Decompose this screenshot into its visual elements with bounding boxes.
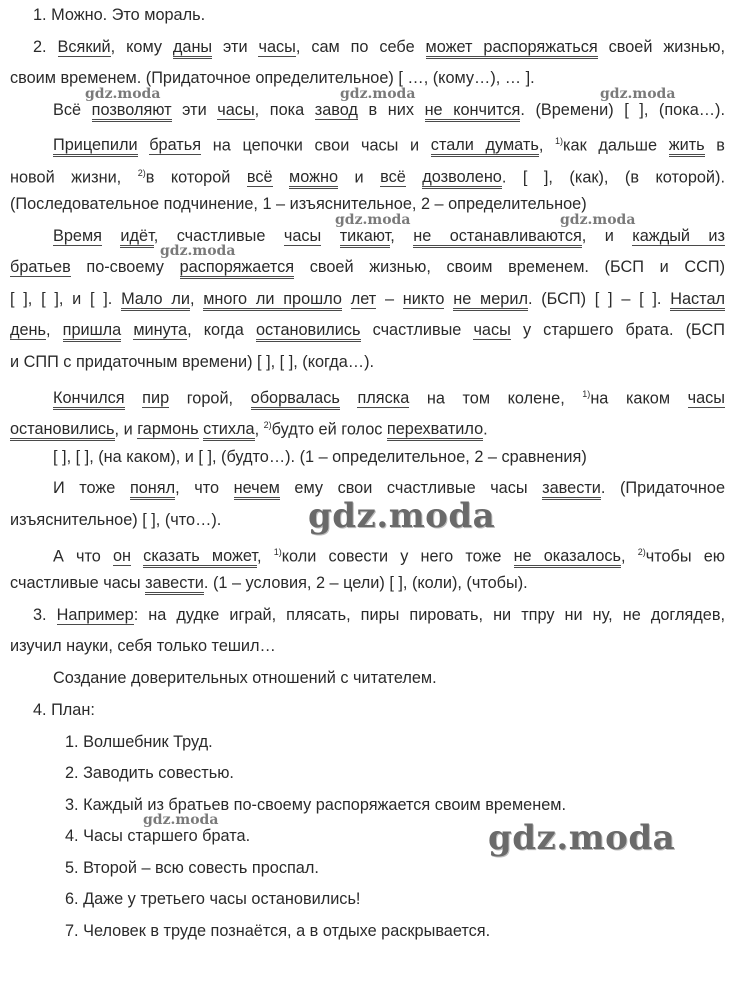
text-line: остановились, и гармонь стихла, $^{2)}$будто ей голос перехватило. xyxy=(10,414,725,436)
plan-item: 1. Волшебник Труд. xyxy=(65,733,213,751)
text-line: изъяснительное) [ ], (что…). xyxy=(10,511,222,529)
text-line: Прицепили братья на цепочки свои часы и стали думать, $^{1)}$как дальше жить в xyxy=(53,130,725,152)
text-line: день, пришла минута, когда остановились счастливые часы у старшего брата. (БСП xyxy=(10,319,725,341)
text-line: новой жизни, $^{2)}$в которой всё можно и всё дозволено. [ ], (как), (в которой). xyxy=(10,162,725,184)
text-line: (Последовательное подчинение, 1 – изъяснительное, 2 – определительное) xyxy=(10,195,587,213)
watermark: gdz.moda xyxy=(85,86,161,102)
plan-item: 5. Второй – всю совесть проспал. xyxy=(65,859,319,877)
watermark: gdz.moda xyxy=(560,212,636,228)
text-line: [ ], [ ], (на каком), и [ ], (будто…). (1 – определительное, 2 – сравнения) xyxy=(53,448,587,466)
text-line: братьев по-своему распоряжается своей жизнью, своим временем. (БСП и ССП) xyxy=(10,256,725,278)
text-line: счастливые часы завести. (1 – условия, 2 – цели) [ ], (коли), (чтобы). xyxy=(10,572,725,594)
answer-2-line-1: 2. Всякий, кому даны эти часы, сам по себе может распоряжаться своей жизнью, xyxy=(33,36,725,58)
watermark: gdz.moda xyxy=(160,243,236,259)
watermark: gdz.moda xyxy=(308,496,496,536)
plan-item: 4. Часы старшего брата. xyxy=(65,827,251,845)
plan-item: 2. Заводить совестью. xyxy=(65,764,234,782)
plan-item: 3. Каждый из братьев по-своему распоряжается своим временем. xyxy=(65,796,566,814)
plan-item: 7. Человек в труде познаётся, а в отдыхе раскрывается. xyxy=(65,922,491,940)
answer-3-conclusion: Создание доверительных отношений с читателем. xyxy=(53,669,437,687)
watermark: gdz.moda xyxy=(600,86,676,102)
plan-item: 6. Даже у третьего часы остановились! xyxy=(65,890,361,908)
plan-heading: 4. План: xyxy=(33,701,95,719)
answer-2-line-2: своим временем. (Придаточное определительное) [ …, (кому…), … ]. xyxy=(10,69,535,87)
text-line: Время идёт, счастливые часы тикают, не останавливаются, и каждый из xyxy=(53,225,725,247)
watermark: gdz.moda xyxy=(340,86,416,102)
answer-3-line-1: 3. Например: на дудке играй, плясать, пиры пировать, ни тпру ни ну, не доглядев, xyxy=(33,606,725,624)
watermark: gdz.moda xyxy=(335,212,411,228)
answer-3-line-2: изучил науки, себя только тешил… xyxy=(10,637,276,655)
text-line: И тоже понял, что нечем ему свои счастливые часы завести. (Придаточное xyxy=(53,477,725,499)
text-line: А что он сказать может, $^{1)}$коли совести у него тоже не оказалось, $^{2)}$чтобы ею xyxy=(53,541,725,563)
text-line: и СПП с придаточным времени) [ ], [ ], (когда…). xyxy=(10,353,375,371)
answer-1: 1. Можно. Это мораль. xyxy=(33,6,206,24)
text-line: [ ], [ ], и [ ]. Мало ли, много ли прошло лет – никто не мерил. (БСП) [ ] – [ ]. Настал xyxy=(10,288,725,310)
watermark: gdz.moda xyxy=(143,812,219,828)
text-line: Всё позволяют эти часы, пока завод в них не кончится. (Времени) [ ], (пока…). xyxy=(53,99,725,121)
watermark: gdz.moda xyxy=(488,818,676,858)
text-line: Кончился пир горой, оборвалась пляска на том колене, $^{1)}$на каком часы xyxy=(53,383,725,405)
